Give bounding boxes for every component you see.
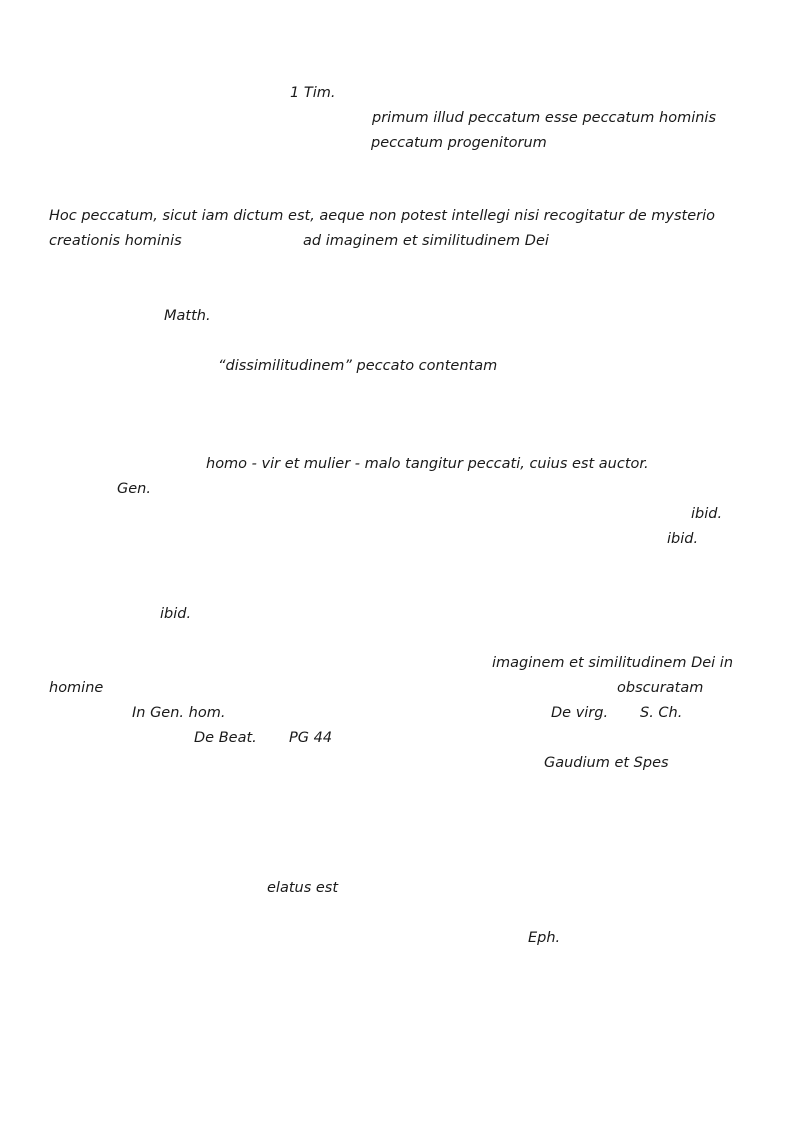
phrase-imaginem-in: imaginem et similitudinem Dei in: [492, 655, 734, 671]
reference-ibid-2: ibid.: [667, 531, 699, 547]
paragraph-hoc-peccatum: Hoc peccatum, sicut iam dictum est, aeque non potest intellegi nisi recogitatur de mysterio: [49, 208, 716, 224]
phrase-homo-vir-mulier: homo - vir et mulier - malo tangitur peccati, cuius est auctor.: [206, 456, 649, 472]
reference-in-gen-hom: In Gen. hom.: [132, 705, 226, 721]
reference-matth: Matth.: [164, 308, 211, 324]
reference-1-tim: 1 Tim.: [290, 85, 336, 101]
phrase-primum-illud: primum illud peccatum esse peccatum hominis: [372, 110, 717, 126]
reference-eph: Eph.: [528, 930, 561, 946]
reference-gaudium-et-spes: Gaudium et Spes: [544, 755, 669, 771]
phrase-dissimilitudinem: “dissimilitudinem” peccato contentam: [218, 358, 498, 374]
reference-pg-44: PG 44: [289, 730, 333, 746]
word-homine: homine: [49, 680, 104, 696]
reference-ibid-3: ibid.: [160, 606, 192, 622]
phrase-ad-imaginem: ad imaginem et similitudinem Dei: [303, 233, 549, 249]
phrase-elatus-est: elatus est: [267, 880, 339, 896]
reference-de-beat: De Beat.: [194, 730, 257, 746]
reference-de-virg: De virg.: [551, 705, 609, 721]
phrase-peccatum-progenitorum: peccatum progenitorum: [371, 135, 547, 151]
reference-ibid-1: ibid.: [691, 506, 723, 522]
word-obscuratam: obscuratam: [617, 680, 704, 696]
reference-s-ch: S. Ch.: [640, 705, 683, 721]
phrase-creationis-hominis: creationis hominis: [49, 233, 182, 249]
reference-gen: Gen.: [117, 481, 151, 497]
